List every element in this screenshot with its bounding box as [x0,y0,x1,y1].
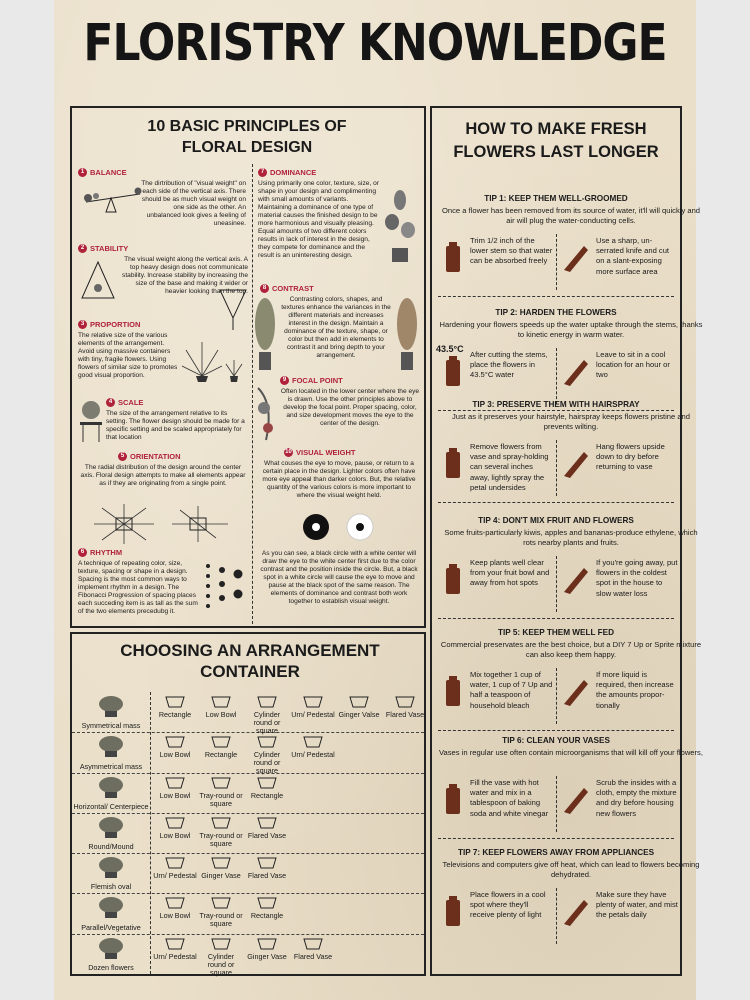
balance-label: BALANCE [90,168,127,177]
container-row [72,934,424,977]
tip-step-a: Mix together 1 cup of water, 1 cup of 7 Up and half a teaspoon of household bleach [470,670,553,710]
scale-label: SCALE [118,398,144,407]
principle-proportion [78,320,248,379]
vase-icon [256,896,278,910]
container-type-label: Low Bowl [205,710,237,719]
container-type-label: Rectangle [250,790,284,800]
container-type-label: Cylinder round or square [253,750,281,776]
poster [54,0,703,1000]
container-type-label: Low Bowl [159,790,191,800]
tip-description: Televisions and computers give off heat, which can lead to flowers becoming dehydrated. [442,860,700,879]
principles-panel [70,106,426,628]
arrangement-icon [96,734,126,758]
container-type-label: Tray-round or square [199,911,243,929]
vase-icon [394,695,416,709]
tip-description: Vases in regular use often contain microorganisms that will kill off your flowers, [439,748,703,757]
focal-bouquet-icon [254,384,278,444]
container-type-label: Flared Vase [247,871,287,881]
vase-icon [256,816,278,830]
mist-icon [560,894,590,930]
spray-can-icon [440,446,466,482]
contrast-bouquet-left-icon [252,294,278,374]
tip-separator [438,410,674,411]
principle-balance [78,168,248,227]
rhythm-text: A technique of repeating color, size, texture, spacing or shape in a design. Spacing is the most common ways to implement rhythm in a design. The Fibonacci Progression of spacing places each succeding item is as tall as the sum of the two elements precedubg it. [78,560,198,615]
tip-separator [438,838,674,839]
rhythm-number: 6 [78,548,87,557]
tip-divider [556,234,557,290]
vase-icon [164,816,186,830]
fruit-icon [440,562,466,598]
proportion-text: The relative size of the various elements of the arrangement. Avoid using massive containers with tiny, fragile flowers. Using flowers of similar size to promotes good visual proportion. [78,332,178,379]
tip-description: Commercial preservates are the best choice, but a DIY 7 Up or Sprite mixture can also keep them happy. [440,640,702,659]
tip-step-a: After cutting the stems, place the flowers in 43.5°C water [470,350,548,380]
container-type-label: Low Bowl [159,830,191,840]
tip-title: TIP 5: KEEP THEM WELL FED [497,628,614,637]
container-row [72,853,424,894]
vase-icon [302,735,324,749]
principle-contrast [258,284,420,359]
container-type-label: Urn/ Pedestal [291,710,335,719]
focal-number: 9 [280,376,289,385]
scale-number: 4 [106,398,115,407]
pouring-icon [560,674,590,710]
container-type-label: Rectangle [204,750,238,760]
orientation-number: 5 [118,452,127,461]
arrangement-style-label: Flemish oval [90,882,132,892]
arrangement-icon [96,815,126,839]
arrangement-icon [96,936,126,960]
vase-icon [210,937,232,951]
fresh-heading: HOW TO MAKE FRESH FLOWERS LAST LONGER [453,120,659,161]
beaker-icon [440,354,466,390]
tip-step-a: Place flowers in a cool spot where they'll receive plenty of light [470,890,546,920]
orientation-label: ORIENTATION [130,452,181,461]
kettle-icon [440,782,466,818]
tip-description: Once a flower has been removed from its source of water, it'll will quickly and air will plug the water-conducting cells. [441,206,701,225]
tip-title: TIP 7: KEEP FLOWERS AWAY FROM APPLIANCES [457,848,655,857]
temperature-label: 43.5°C [436,344,464,354]
spoon-icon [440,674,466,710]
principle-focal-point [258,376,420,427]
proportion-label: PROPORTION [90,320,141,329]
circles-contrast-icon [288,512,388,542]
arrangement-style-label: Horizontal/ Centerpiece [73,801,149,811]
scrub-icon [560,782,590,818]
contrast-label: CONTRAST [272,284,314,293]
tip-divider [556,440,557,496]
principle-dominance [258,168,420,259]
tip-step-a: Remove flowers from vase and spray-holding can several inches away, lightly spray the petal undersides [470,442,549,492]
vase-icon [164,937,186,951]
tip-title: TIP 6: CLEAN YOUR VASES [502,736,610,745]
container-type-label: Low Bowl [159,911,191,921]
tip-separator [438,296,674,297]
principle-orientation [78,452,248,487]
container-type-label: Cylinder round or square [253,710,281,735]
tip-step-b: Leave to sit in a cool location for an hour or two [596,350,670,380]
container-type-label: Ginger Vase [247,951,287,961]
principles-heading: 10 BASIC PRINCIPLES OF FLORAL DESIGN [147,118,347,156]
vase-icon [164,856,186,870]
window-icon [440,894,466,930]
container-type-label: Urn/ Pedestal [153,951,197,961]
dots-pattern-icon [202,560,248,610]
balance-number: 1 [78,168,87,177]
tall-bouquet-icon [380,186,420,266]
container-type-label: Ginger Vase [201,871,241,881]
container-type-label: Tray-round or square [199,830,243,848]
arrangement-style-label: Asymmetrical mass [79,761,143,771]
tip-title: TIP 2: HARDEN THE FLOWERS [495,308,617,317]
container-type-label: Tray-round or square [199,790,243,808]
container-type-label: Rectangle [158,710,192,719]
tip-step-a: Fill the vase with hot water and mix in a tablespoon of baking soda and white vinegar [470,778,549,818]
principle-rhythm [78,548,248,615]
principles-divider [252,164,253,624]
visual-text: What couses the eye to move, pause, or return to a certain place in the design. Lighter colors often have more eye appeal than darker colors. But, the relative quantity of the various colors is more important to where the visual weight held. [262,460,416,499]
vase-icon [302,937,324,951]
tip-step-b: Hang flowers upside down to dry before returning to vase [596,442,665,472]
arrangement-style-label: Parallel/Vegetative [81,922,141,932]
principle-scale [78,398,248,441]
knife-icon [560,240,590,276]
vase-icon [164,735,186,749]
orientation-text: The radial distribution of the design around the center axis. Floral design attempts to make all elements appear as if they are originating from a single point. [80,464,246,487]
tip-divider [556,776,557,832]
proportion-number: 3 [78,320,87,329]
container-type-label: Flared Vase [247,830,287,840]
container-row [72,692,424,733]
vase-icon [210,735,232,749]
tip-step-b: If you're going away, put flowers in the coldest spot in the house to slow water loss [596,558,678,598]
tip-divider [556,888,557,944]
arrangement-style-label: Symmetrical mass [81,721,141,731]
vase-icon [210,896,232,910]
tip-step-b: Use a sharp, un-serrated knife and cut on a slant-exposing more surface area [596,236,670,276]
vase-icon [210,856,232,870]
container-row [72,732,424,776]
tip-description: Hardening your flowers speeds up the water uptake through the stems, thanks to kinetic energy in warm water. [439,320,703,339]
ruler-icon [440,240,466,276]
radial-arrangement-icon [178,338,248,384]
container-heading: CHOOSING AN ARRANGEMENT CONTAINER [120,641,380,681]
contrast-text: Contrasting colors, shapes, and textures enhance the variances in the different materials and increases interest in the design. Maintain a dominance of the texture, shape, or color but then add in elements to contrast it and bring depth to your arrangement. [281,296,391,359]
triangle-vase-icon [78,258,118,302]
container-type-label: Flared Vase [385,710,425,719]
tip-divider [556,668,557,724]
container-type-label: Low Bowl [159,750,191,760]
container-row [72,893,424,934]
vase-icon [210,695,232,709]
vase-icon [348,695,370,709]
dominance-number: 7 [258,168,267,177]
thermometer-icon [560,562,590,598]
tip-step-b: If more liquid is required, then increase the amounts propor-tionally [596,670,674,710]
container-type-label: Cylinder round or square [207,951,235,977]
vase-icon [256,776,278,790]
visual-number: 10 [285,449,292,455]
tip-description: Just as it preserves your hairstyle, hairspray keeps flowers pristine and prevents wilting. [451,412,691,431]
arrangement-icon [96,855,126,879]
vase-icon [256,695,278,709]
dominance-text: Using primarily one color, texture, size, or shape in your design and complimenting with small amounts of variants. Maintaining a dominance of one type of material causes the finished design to be more harmonious and visually pleasing. Equal amounts of two different colors results in lack of interest in the design, they compete for dominance and the result is an uninteresting design. [258,180,379,259]
focal-label: FOCAL POINT [292,376,343,385]
hanging-flower-icon [560,446,590,482]
vase-icon [210,776,232,790]
vase-icon [164,896,186,910]
principle-stability [78,244,248,295]
tip-title: TIP 4: DON'T MIX FRUIT AND FLOWERS [478,516,634,525]
container-type-label: Ginger Valse [338,710,380,719]
container-row [72,813,424,854]
tip-step-b: Scrub the insides with a cloth, empty the mixture and dry before housing new flowers [596,778,677,818]
arrangement-icon [96,895,126,919]
vase-icon [256,937,278,951]
tip-step-a: Keep plants well clear from your fruit bowl and away from hot spots [470,558,550,588]
rhythm-label: RHYTHM [90,548,123,557]
stability-label: STABILITY [90,244,129,253]
container-row [72,773,424,814]
container-panel [70,632,426,976]
tip-divider [556,348,557,404]
vase-icon [256,735,278,749]
tip-step-a: Trim 1/2 inch of the lower stem so that water can be absorbed freely [470,236,553,266]
balance-text: The dirtribution of "visual weight" on each side of the vertical axis. There should be as much visual weight on one side as the other. An unbalanced look gives a feeling of uneasinee. [141,180,246,227]
vase-icon [164,695,186,709]
visual-text-2: As you can see, a black circle with a white center will draw the eye to the white center first due to the color contrast and the position inside the circle. But, a black spot in a white circle will cause the eye to move and pause at the black spot of the same reason. The elements of dominance and contrast both work together to establish visual weight. [260,550,418,605]
arrangement-icon [96,775,126,799]
table-arrangement-icon [78,398,104,444]
arrangement-style-label: Round/Mound [88,842,134,852]
page-title: FLORISTRY KNOWLEDGE [83,14,667,73]
container-type-label: Flared Vase [293,951,333,961]
focal-text: Often located in the lower center where the eye is drawn. Use the other principles above to develop the focal point. Proper spacing, color, and size development moves the eye to the center of the design. [280,388,420,427]
container-type-label: Urn/ Pedestal [291,750,335,760]
container-type-label: Rectangle [250,911,284,921]
vase-icon [210,816,232,830]
tip-description: Some fruits-particularly kiwis, apples and bananas-produce ethylene, which rots nearby plants and fruits. [444,528,698,547]
tip-step-b: Make sure they have plenty of water, and mist the petals daily [596,890,678,920]
vase-icon [256,856,278,870]
tip-separator [438,730,674,731]
dominance-label: DOMINANCE [270,168,317,177]
tip-divider [556,556,557,612]
tip-title: TIP 3: PRESERVE THEM WITH HAIRSPRAY [472,400,640,409]
scale-text: The size of the arrangement relative to its setting. The flower design should be made for a specific setting and be scaled appropriately for that location [106,410,245,441]
principle-visual-weight [258,448,420,605]
stability-number: 2 [78,244,87,253]
contrast-number: 8 [260,284,269,293]
tip-separator [438,618,674,619]
tip-title: TIP 1: KEEP THEM WELL-GROOMED [484,194,628,203]
vase-icon [164,776,186,790]
container-table [72,692,425,977]
arrangement-icon [96,694,126,718]
arrangement-style-label: Dozen flowers [88,962,134,972]
fresh-panel [430,106,703,976]
tip-separator [438,502,674,503]
contrast-bouquet-right-icon [394,294,420,374]
vase-icon [302,695,324,709]
visual-label: VISUAL WEIGHT [296,448,356,457]
stability-text: The visual weight along the vertical axis. A top heavy design does not communicate stability. Increase stability by increasing the size of the base and making it wider or heavier looking than the top. [122,256,248,295]
radial-orientation-icon [88,502,238,546]
snowflake-icon [560,354,590,390]
container-type-label: Urn/ Pedestal [153,871,197,881]
